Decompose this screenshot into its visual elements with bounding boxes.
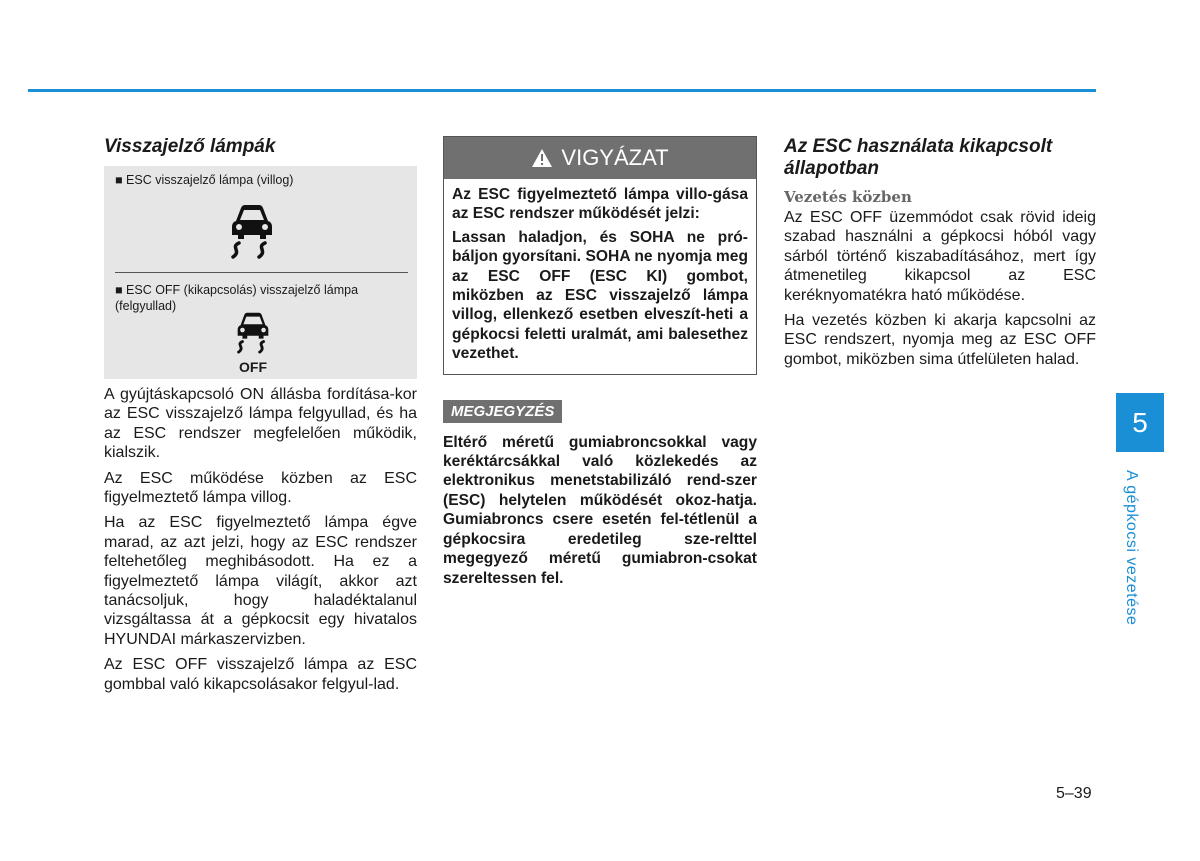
paragraph: Az ESC OFF visszajelző lámpa az ESC gombbal való kikapcsolásakor felgyul-lad.: [104, 656, 417, 693]
caution-paragraph: Lassan haladjon, és SOHA ne pró-báljon gyorsítani. SOHA ne nyomja meg az ESC OFF (ESC KI) gombot, miközben az ESC visszajelző lámpa villog, ellenkező esetben elveszít-heti a gépkocsi feletti uralmát, ami balesethez vezethet.: [452, 228, 748, 363]
esc-off-indicator-icon: [232, 308, 274, 374]
indicator-illustration: [104, 166, 417, 379]
right-column: [784, 136, 1096, 375]
esc-off-car-icon: [232, 308, 274, 354]
indicator-caption-esc: ■ ESC visszajelző lámpa (villog): [115, 173, 294, 187]
chapter-label: A gépkocsi vezetése: [1123, 470, 1140, 626]
paragraph: Ha vezetés közben ki akarja kapcsolni az ESC rendszert, nyomja meg az ESC OFF gombot, miközben sima útfelületen halad.: [784, 312, 1096, 368]
indicator-divider: [115, 272, 408, 273]
page-number: 5–39: [1056, 785, 1092, 802]
section-title-esc-off: Az ESC használata kikapcsolt állapotban: [784, 136, 1053, 179]
warning-triangle-icon: [531, 148, 553, 168]
note-text: Eltérő méretű gumiabroncsokkal vagy keréktárcsákkal való közlekedés az elektronikus menetstabilizáló rend-szer (ESC) helytelen működését okoz-hatja. Gumiabroncs csere esetén fel-tétlenül a gépkocsira eredetileg sze-relttel megegyező méretű gumiabron-csokat szereltessen fel.: [443, 433, 757, 587]
indicator-caption-esc-off: ■ ESC OFF (kikapcsolás) visszajelző lámpa (felgyullad): [115, 283, 359, 313]
section-title-indicator-lamps: Visszajelző lámpák: [104, 136, 276, 157]
esc-indicator-icon: [226, 199, 278, 261]
note-label: MEGJEGYZÉS: [443, 400, 562, 423]
caution-box: [443, 136, 757, 375]
caution-title: VIGYÁZAT: [561, 145, 669, 170]
middle-column: [443, 136, 757, 588]
caution-paragraph: Az ESC figyelmeztető lámpa villo-gása az ESC rendszer működését jelzi:: [452, 186, 748, 223]
paragraph: Ha az ESC figyelmeztető lámpa égve marad, az azt jelzi, hogy az ESC rendszer feltehetőleg meghibásodott. Ha ez a figyelmeztető lámpa világít, akkor azt tanácsoljuk, hogy haladéktalanul vizsgáltassa át a gépkocsit egy hivatalos HYUNDAI márkaszervizben.: [104, 514, 417, 648]
esc-off-label: OFF: [239, 359, 267, 375]
header-rule: [28, 89, 1096, 92]
caution-body: [444, 179, 756, 374]
paragraph: Az ESC OFF üzemmódot csak rövid ideig szabad használni a gépkocsi hóból vagy sárból történő kiszabadításához, mert így átmenetileg kikapcsol az ESC keréknyomatékra ható működése.: [784, 209, 1096, 304]
left-column: [104, 136, 417, 700]
chapter-tab: 5: [1116, 393, 1164, 452]
caution-header: [444, 137, 756, 179]
paragraph: A gyújtáskapcsoló ON állásba fordítása-kor az ESC visszajelző lámpa felgyullad, és ha az ESC rendszer megfelelően működik, kialszik.: [104, 386, 417, 462]
subheading-driving: Vezetés közben: [784, 188, 912, 206]
paragraph: Az ESC működése közben az ESC figyelmeztető lámpa villog.: [104, 469, 417, 507]
